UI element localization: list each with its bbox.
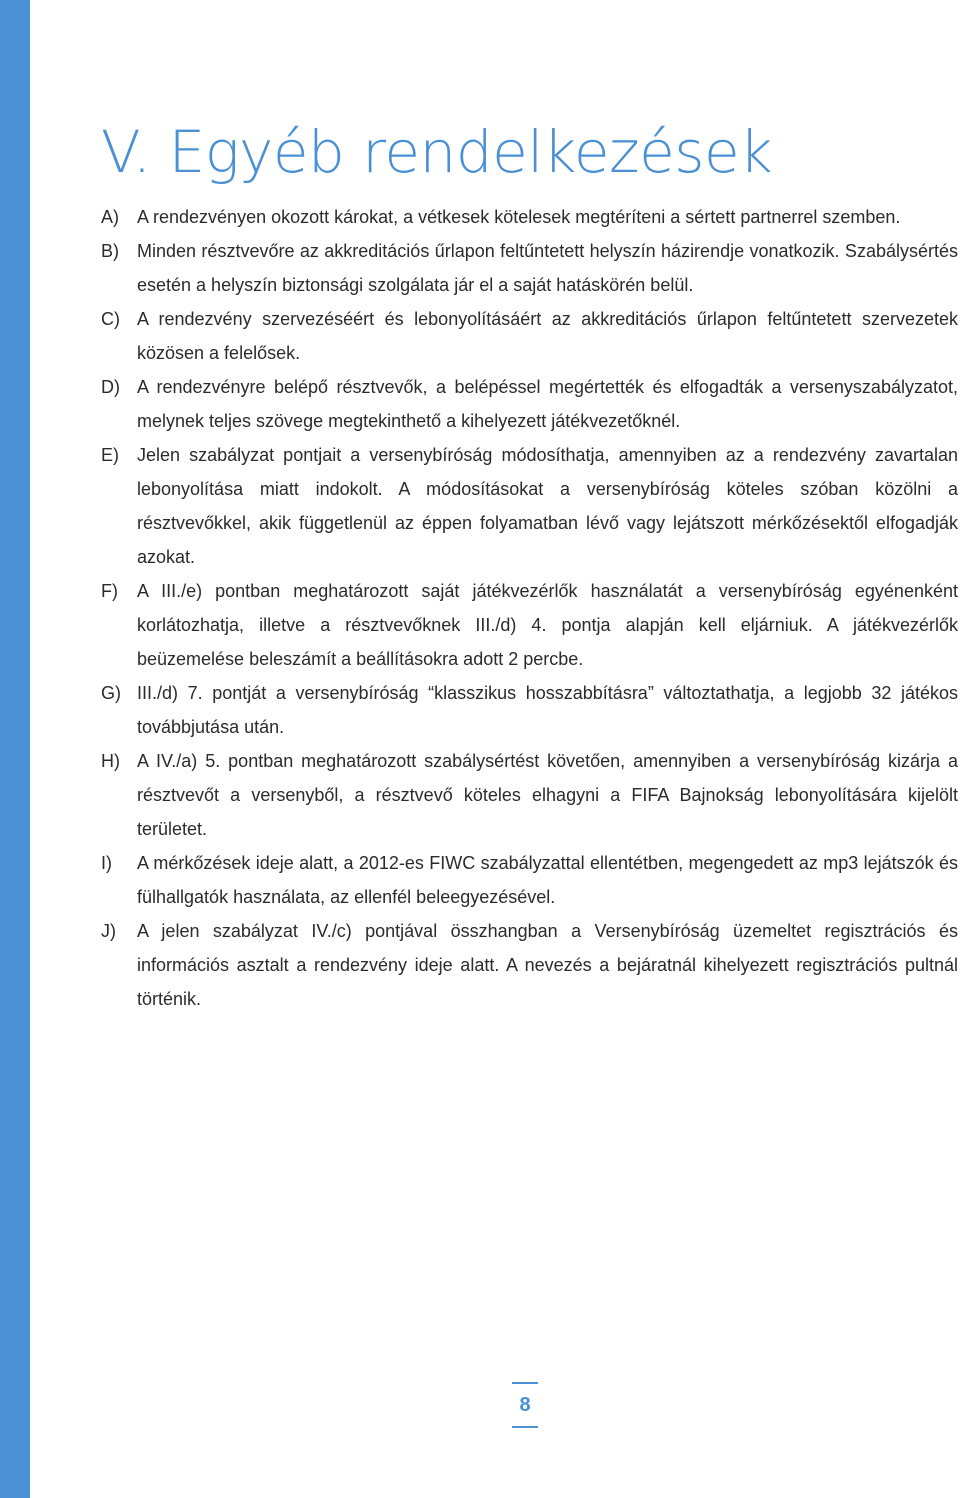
- item-letter: G): [101, 683, 121, 703]
- list-item: [101, 914, 958, 1016]
- item-text: A mérkőzések ideje alatt, a 2012-es FIWC szabályzattal ellentétben, megengedett az mp3 lejátszók és fülhallgatók használata, az ellenfél beleegyezésével.: [137, 853, 958, 907]
- item-text: A III./e) pontban meghatározott saját játékvezérlők használatát a versenybíróság egyénenként korlátozhatja, illetve a résztvevőknek III./d) 4. pontja alapján kell eljárniuk. A játékvezérlők beüzemelése beleszámít a beállításokra adott 2 percbe.: [137, 581, 958, 669]
- item-text: A rendezvény szervezéséért és lebonyolításáért az akkreditációs űrlapon feltűntetett szervezetek közösen a felelősek.: [137, 309, 958, 363]
- item-letter: J): [101, 921, 116, 941]
- item-letter: B): [101, 241, 119, 261]
- item-letter: H): [101, 751, 120, 771]
- item-text: Minden résztvevőre az akkreditációs űrlapon feltűntetett helyszín házirendje vonatkozik. Szabálysértés esetén a helyszín biztonsági szolgálata jár el a saját hatáskörén belül.: [137, 241, 958, 295]
- item-text: Jelen szabályzat pontjait a versenybíróság módosíthatja, amennyiben az a rendezvény zavartalan lebonyolítása miatt indokolt. A módosításokat a versenybíróság köteles szóban közölni a résztvevőkkel, akik függetlenül az éppen folyamatban lévő vagy lejátszott mérkőzésektől elfogadják azokat.: [137, 445, 958, 567]
- item-text: A IV./a) 5. pontban meghatározott szabálysértést követően, amennyiben a versenybíróság kizárja a résztvevőt a versenyből, a résztvevő köteles elhagyni a FIFA Bajnokság lebonyolítására kijelölt területet.: [137, 751, 958, 839]
- item-letter: C): [101, 309, 120, 329]
- list-item: [101, 200, 958, 234]
- item-letter: D): [101, 377, 120, 397]
- list-item: [101, 574, 958, 676]
- item-letter: F): [101, 581, 118, 601]
- section-heading: V. Egyéb rendelkezések: [101, 118, 773, 186]
- list-item: [101, 370, 958, 438]
- list-item: [101, 846, 958, 914]
- list-item: [101, 676, 958, 744]
- item-text: III./d) 7. pontját a versenybíróság “klasszikus hosszabbításra” változtathatja, a legjobb 32 játékos továbbjutása után.: [137, 683, 958, 737]
- page-number-rule-top: [512, 1382, 538, 1384]
- item-text: A rendezvényen okozott károkat, a vétkesek kötelesek megtéríteni a sértett partnerrel szemben.: [137, 207, 901, 227]
- page-number: 8: [519, 1394, 531, 1416]
- list-item: [101, 744, 958, 846]
- item-letter: I): [101, 853, 112, 873]
- item-letter: E): [101, 445, 119, 465]
- list-item: [101, 438, 958, 574]
- page-footer: [512, 1382, 538, 1428]
- page-number-rule-bottom: [512, 1426, 538, 1428]
- list-item: [101, 302, 958, 370]
- item-text: A rendezvényre belépő résztvevők, a belépéssel megértették és elfogadták a versenyszabályzatot, melynek teljes szövege megtekinthető a kihelyezett játékvezetőknél.: [137, 377, 958, 431]
- list-item: [101, 234, 958, 302]
- item-letter: A): [101, 207, 119, 227]
- item-text: A jelen szabályzat IV./c) pontjával összhangban a Versenybíróság üzemeltet regisztrációs és információs asztalt a rendezvény ideje alatt. A nevezés a bejáratnál kihelyezett regisztrációs pultnál történik.: [137, 921, 958, 1009]
- side-accent-bar: [0, 0, 30, 1498]
- provisions-list: [101, 200, 958, 1016]
